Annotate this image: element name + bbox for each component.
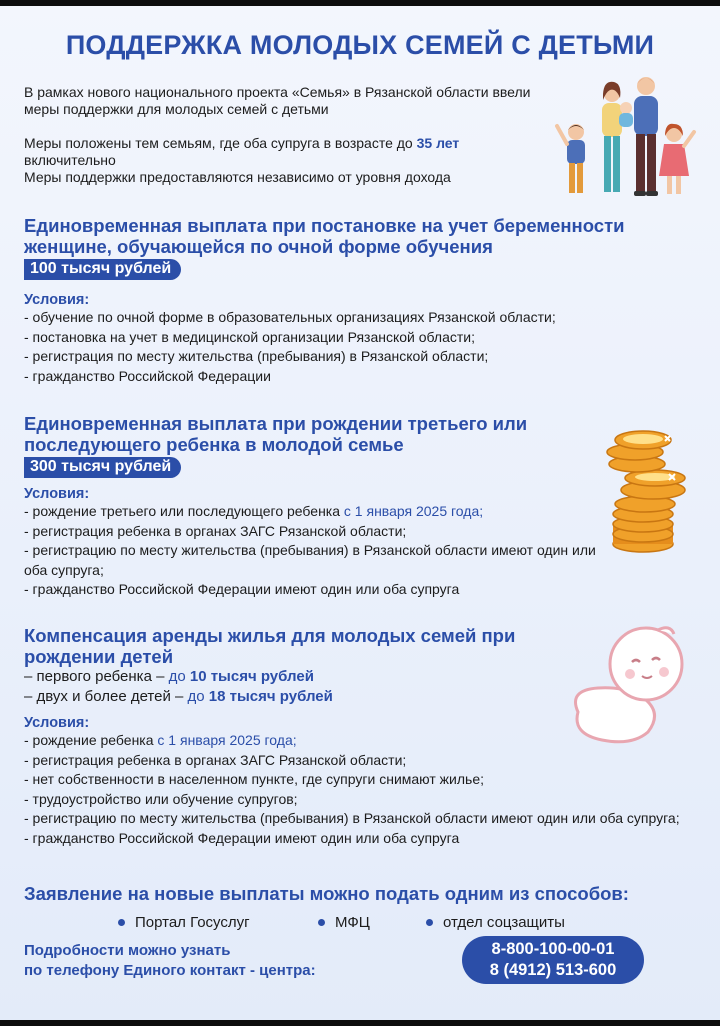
condition-item: - гражданство Российской Федерации имеют один или оба супруга [24, 829, 460, 846]
amount-badge: 300 тысяч рублей [24, 457, 181, 478]
baby-illustration [558, 620, 698, 750]
phone-badge [462, 936, 644, 984]
section-title: Компенсация аренды жилья для молодых семей при рождении детей [24, 625, 516, 667]
condition-item [24, 502, 604, 522]
apply-heading: Заявление на новые выплаты можно подать одним из способов: [24, 883, 629, 904]
rent-label: – двух и более детей – [24, 688, 188, 705]
condition-text: - рождение ребенка [24, 732, 158, 748]
start-date: с 1 января 2025 года; [343, 503, 484, 519]
phone-number-local[interactable]: 8 (4912) 513-600 [489, 961, 617, 979]
condition-item: - регистрация ребенка в органах ЗАГС Рязанской области; [24, 522, 407, 539]
rent-amount: 10 тысяч рублей [189, 668, 314, 685]
bottom-border [0, 1020, 720, 1026]
section-title: Единовременная выплата при постановке на учет беременности женщине, обучающейся по очной форме обучения [24, 215, 625, 257]
contact-label-line: по телефону Единого контакт - центра: [24, 962, 316, 979]
conditions-heading: Условия: [24, 292, 90, 308]
bullet-dot [118, 919, 125, 926]
intro-block [24, 84, 554, 203]
method-label: отдел соцзащиты [443, 914, 565, 931]
phone-number-toll-free[interactable]: 8-800-100-00-01 [491, 940, 615, 958]
section-third-child-payment [24, 413, 604, 600]
condition-item: - гражданство Российской Федерации [24, 367, 271, 384]
age-text-before: Меры положены тем семьям, где оба супруга в возрасте до [24, 135, 417, 151]
condition-item: - трудоустройство или обучение супругов; [24, 790, 298, 807]
apply-methods [118, 914, 565, 931]
age-text-after: включительно [24, 152, 116, 168]
rent-prefix: до [168, 668, 190, 685]
intro-paragraph: В рамках нового национального проекта «Семья» в Рязанской области ввели меры поддержки для молодых семей с детьми [24, 84, 531, 117]
method-social-protection [426, 914, 565, 931]
rent-label: – первого ребенка – [24, 668, 169, 685]
method-label: МФЦ [335, 914, 370, 931]
section-pregnancy-payment [24, 215, 704, 386]
amount-badge: 100 тысяч рублей [24, 259, 181, 280]
conditions-list [24, 502, 604, 600]
section-title: Единовременная выплата при рождении третьего или последующего ребенка в молодой семье [24, 413, 528, 455]
condition-item: - обучение по очной форме в образовательных организациях Рязанской области; [24, 309, 556, 325]
conditions-list [24, 308, 704, 386]
bullet-dot [318, 919, 325, 926]
condition-item: - гражданство Российской Федерации имеют один или оба супруга [24, 581, 460, 597]
condition-item: - постановка на учет в медицинской организации Рязанской области; [24, 328, 476, 345]
page-title: ПОДДЕРЖКА МОЛОДЫХ СЕМЕЙ С ДЕТЬМИ [65, 30, 655, 60]
family-illustration [550, 72, 700, 212]
condition-item: - нет собственности в населенном пункте, где супруги снимают жилье; [24, 771, 484, 787]
top-border [0, 0, 720, 6]
income-note: Меры поддержки предоставляются независимо от уровня дохода [24, 169, 451, 185]
start-date: с 1 января 2025 года; [157, 732, 297, 748]
rent-amount: 18 тысяч рублей [208, 688, 333, 705]
method-gosuslugi [118, 914, 318, 931]
method-mfc [318, 914, 426, 931]
rent-prefix: до [187, 688, 209, 705]
condition-item: - регистрация по месту жительства (пребывания) в Рязанской области; [24, 348, 489, 364]
contact-label [24, 941, 424, 981]
age-limit: 35 лет [416, 135, 460, 151]
condition-item: - регистрацию по месту жительства (пребывания) в Рязанской области имеют один или оба супруга; [24, 810, 680, 826]
bullet-dot [426, 919, 433, 926]
condition-text: - рождение третьего или последующего ребенка [24, 503, 344, 519]
method-label: Портал Госуслуг [135, 914, 250, 931]
contact-label-line: Подробности можно узнать [24, 942, 231, 959]
coin-stack-icon [603, 428, 695, 556]
condition-item: - регистрация ребенка в органах ЗАГС Рязанской области; [24, 751, 407, 768]
condition-item: - регистрацию по месту жительства (пребывания) в Рязанской области имеют один или оба супруга; [24, 542, 596, 578]
conditions-heading: Условия: [24, 486, 90, 502]
age-condition [24, 135, 554, 169]
conditions-heading: Условия: [24, 715, 90, 731]
